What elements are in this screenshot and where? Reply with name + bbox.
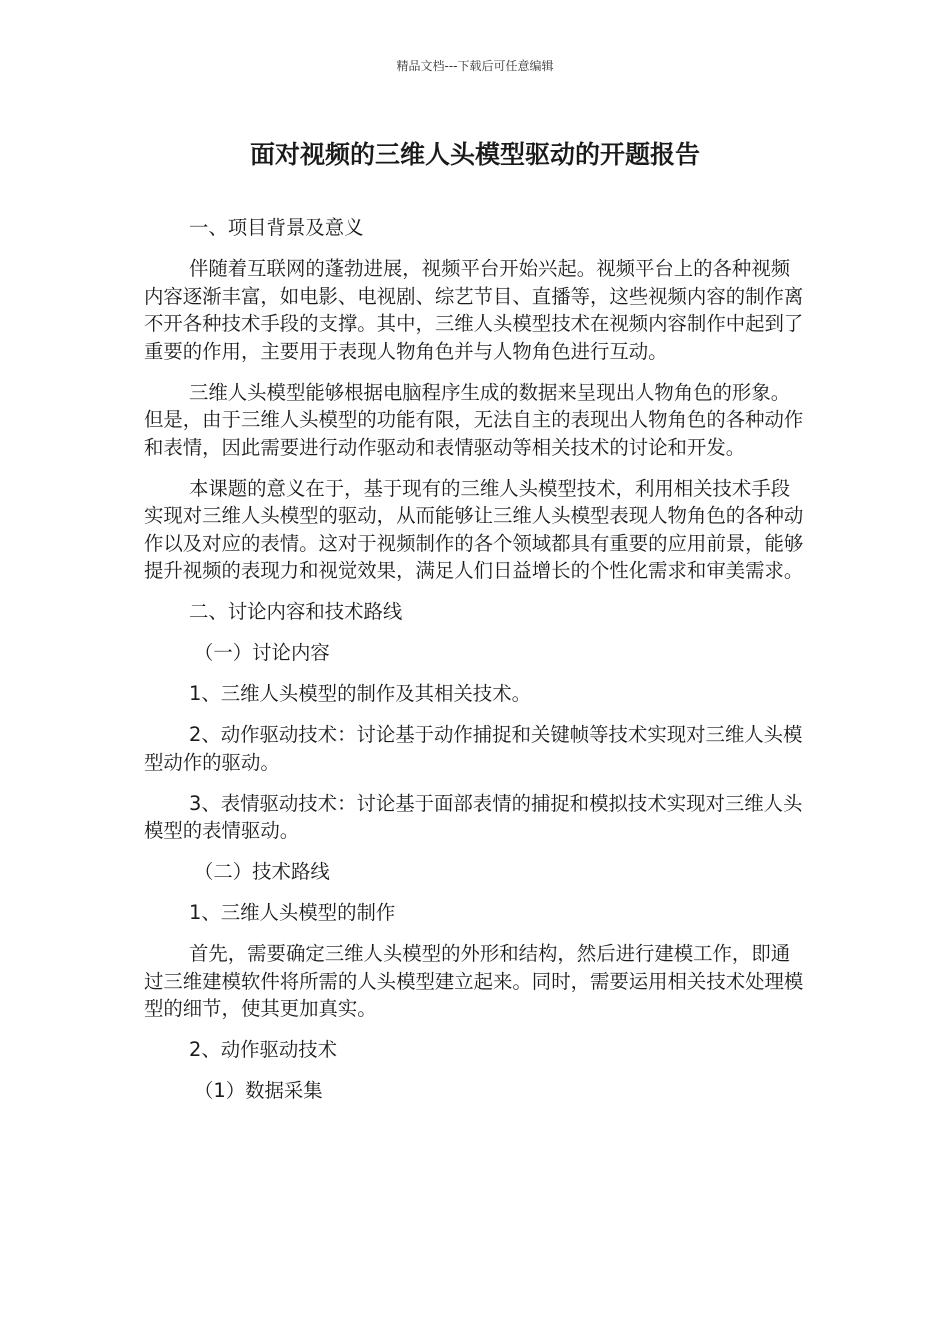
document-body bbox=[144, 214, 808, 1118]
body-paragraph: 首先，需要确定三维人头模型的外形和结构，然后进行建模工作，即通过三维建模软件将所需的人头模型建立起来。同时，需要运用相关技术处理模型的细节，使其更加真实。 bbox=[144, 942, 804, 1020]
subsection-heading: （二）技术路线 bbox=[194, 860, 330, 883]
section-heading: 二、讨论内容和技术路线 bbox=[189, 600, 403, 623]
list-item: 1、三维人头模型的制作及其相关技术。 bbox=[189, 682, 531, 705]
body-paragraph: 本课题的意义在于，基于现有的三维人头模型技术，利用相关技术手段实现对三维人头模型的驱动，从而能够让三维人头模型表现人物角色的各种动作以及对应的表情。这对于视频制作的各个领域都具有重要的应用前景，能够提升视频的表现力和视觉效果，满足人们日益增长的个性化需求和审美需求。 bbox=[144, 476, 804, 582]
body-paragraph: 三维人头模型能够根据电脑程序生成的数据来呈现出人物角色的形象。但是，由于三维人头模型的功能有限，无法自主的表现出人物角色的各种动作和表情，因此需要进行动作驱动和表情驱动等相关技术的讨论和开发。 bbox=[144, 380, 804, 459]
sub-list-item: （1）数据采集 bbox=[194, 1079, 323, 1102]
list-item: 3、表情驱动技术：讨论基于面部表情的捕捉和模拟技术实现对三维人头模型的表情驱动。 bbox=[144, 791, 803, 842]
section-heading: 一、项目背景及意义 bbox=[189, 216, 364, 239]
list-item: 2、动作驱动技术：讨论基于动作捕捉和关键帧等技术实现对三维人头模型动作的驱动。 bbox=[144, 723, 803, 774]
list-item: 1、三维人头模型的制作 bbox=[189, 901, 396, 924]
list-item: 2、动作驱动技术 bbox=[189, 1038, 338, 1061]
body-paragraph: 伴随着互联网的蓬勃进展，视频平台开始兴起。视频平台上的各种视频内容逐渐丰富，如电影、电视剧、综艺节目、直播等，这些视频内容的制作离不开各种技术手段的支撑。其中，三维人头模型技术在视频内容制作中起到了重要的作用，主要用于表现人物角色并与人物角色进行互动。 bbox=[144, 257, 804, 363]
document-title: 面对视频的三维人头模型驱动的开题报告 bbox=[249, 140, 700, 169]
page-header: 精品文档---下载后可任意编辑 bbox=[396, 59, 554, 73]
subsection-heading: （一）讨论内容 bbox=[194, 641, 330, 664]
